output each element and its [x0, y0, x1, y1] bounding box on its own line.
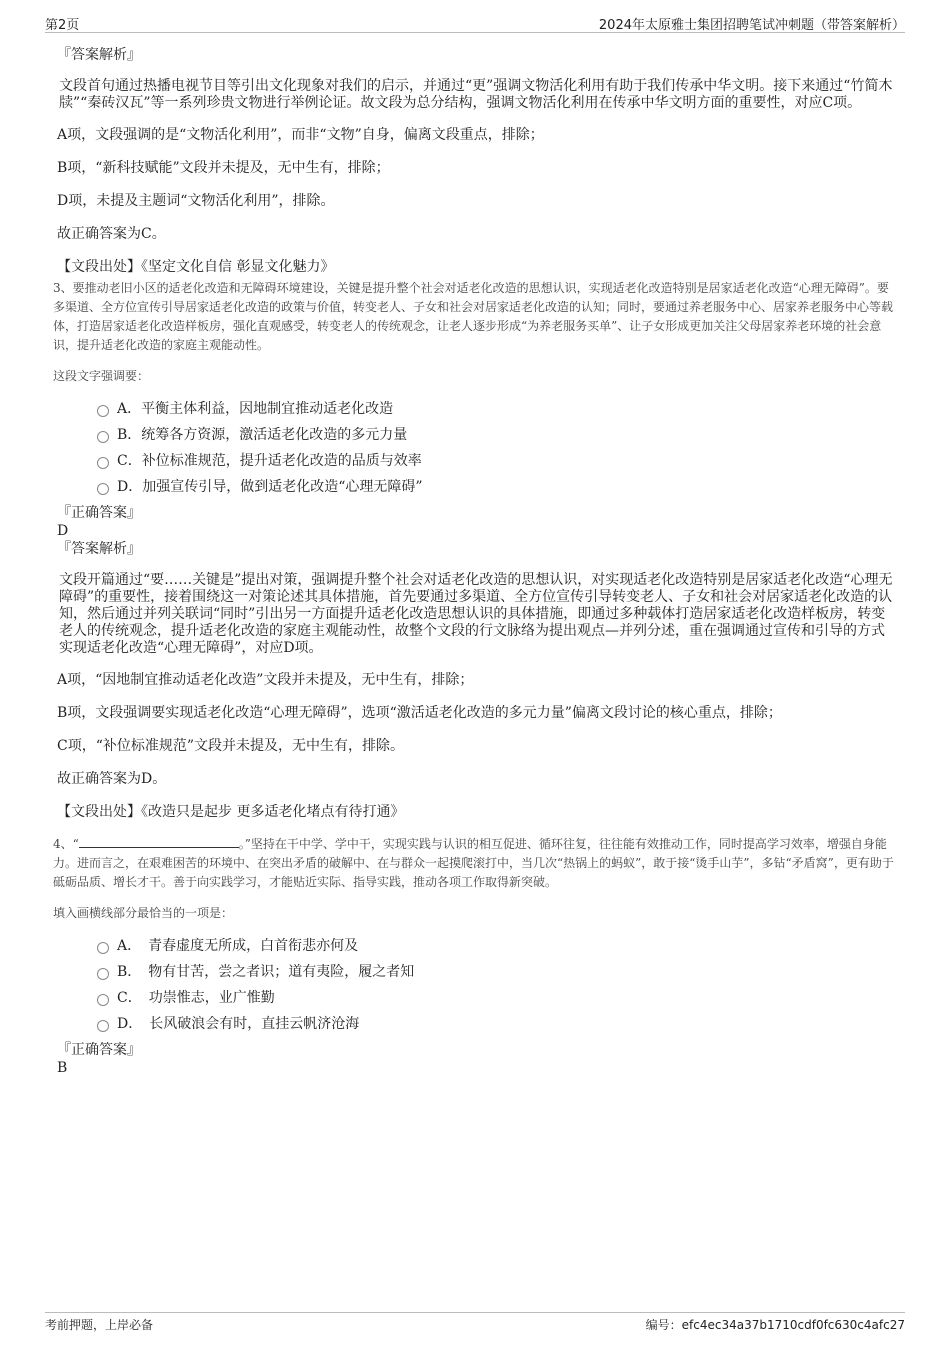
question-4-option-c[interactable]	[97, 985, 897, 1011]
radio-button[interactable]	[97, 968, 109, 980]
question-4-options	[97, 933, 897, 1037]
radio-button[interactable]	[97, 483, 109, 495]
correct-answer-label: 『正确答案』	[57, 505, 141, 521]
answer-conclusion: 故正确答案为D。	[57, 771, 167, 787]
question-4-option-a[interactable]	[97, 933, 897, 959]
option-label: C．补位标准规范，提升适老化改造的品质与效率	[117, 453, 422, 469]
question-4-option-d[interactable]	[97, 1011, 897, 1037]
option-label: D． 长风破浪会有时，直挂云帆济沧海	[117, 1016, 360, 1032]
option-label: C． 功崇惟志，业广惟勤	[117, 990, 275, 1006]
question-3-prompt: 这段文字强调要：	[53, 369, 150, 383]
document-id: 编号：efc4ec34a37b1710cdf0fc630c4afc27	[645, 1318, 905, 1332]
question-3-option-d[interactable]	[97, 474, 897, 500]
radio-button[interactable]	[97, 431, 109, 443]
radio-button[interactable]	[97, 1020, 109, 1032]
document-body	[53, 46, 897, 1077]
question-3-option-c[interactable]	[97, 448, 897, 474]
question-4-prompt: 填入画横线部分最恰当的一项是：	[53, 906, 234, 920]
page-footer	[45, 1312, 905, 1332]
analysis-option-c: C项，“补位标准规范”文段并未提及，无中生有，排除。	[57, 738, 405, 754]
option-label: A．平衡主体利益，因地制宜推动适老化改造	[117, 401, 394, 417]
option-label: A． 青春虚度无所成，白首衔悲亦何及	[117, 938, 359, 954]
analysis-text: 文段首句通过热播电视节目等引出文化现象对我们的启示，并通过“更”强调文物活化利用有助于我们传承中华文明。接下来通过“竹简木牍”“秦砖汉瓦”等一系列珍贵文物进行举例论证。故文段为总分结构，强调文物活化利用在传承中华文明方面的重要性，对应C项。	[59, 78, 893, 111]
stem-text: 。”坚持在干中学、学中干，实现实践与认识的相互促进、循环往复，往往能有效推动工作，同时提高学习效率，增强自身能力。进而言之，在艰难困苦的环境中、在突出矛盾的破解中、在与群众一起摸爬滚打中，当几次“热锅上的蚂蚁”，敢于接“烫手山芋”，多钻“矛盾窝”，更有助于砥砺品质、增长才干。善于向实践学习，才能贴近实际、指导实践，推动各项工作取得新突破。	[53, 837, 894, 889]
analysis-label: 『答案解析』	[57, 47, 141, 63]
analysis-option-a: A项，“因地制宜推动适老化改造”文段并未提及，无中生有，排除；	[57, 672, 474, 688]
analysis-label: 『答案解析』	[57, 541, 141, 557]
question-3-option-a[interactable]	[97, 396, 897, 422]
option-label: D．加强宣传引导，做到适老化改造“心理无障碍”	[117, 479, 423, 495]
option-label: B． 物有甘苦，尝之者识；道有夷险，履之者知	[117, 964, 415, 980]
question-3-stem: 3、要推动老旧小区的适老化改造和无障碍环境建设，关键是提升整个社会对适老化改造的思想认识，实现适老化改造特别是居家适老化改造“心理无障碍”。要多渠道、全方位宣传引导居家适老化改造的政策与价值，转变老人、子女和社会对居家适老化改造的认知；同时，要通过养老服务中心、居家养老服务中心等载体，打造居家适老化改造样板房，强化直观感受，转变老人的传统观念，让老人逐步形成“为养老服务买单”、让子女形成更加关注父母居家养老环境的社会意识，提升适老化改造的家庭主观能动性。	[53, 281, 894, 352]
analysis-option-d: D项，未提及主题词“文物活化利用”，排除。	[57, 193, 335, 209]
document-title: 2024年太原雅士集团招聘笔试冲刺题（带答案解析）	[598, 18, 905, 33]
correct-answer: B	[57, 1060, 68, 1076]
analysis-option-b: B项，“新科技赋能”文段并未提及，无中生有，排除；	[57, 160, 390, 176]
correct-answer: D	[57, 523, 69, 539]
radio-button[interactable]	[97, 994, 109, 1006]
fill-in-blank	[79, 835, 239, 848]
page-header	[45, 12, 905, 33]
source-citation: 【文段出处】《坚定文化自信 彰显文化魅力》	[57, 259, 335, 275]
question-4-option-b[interactable]	[97, 959, 897, 985]
radio-button[interactable]	[97, 942, 109, 954]
page-number: 第2页	[45, 18, 80, 33]
source-citation: 【文段出处】《改造只是起步 更多适老化堵点有待打通》	[57, 804, 405, 820]
answer-conclusion: 故正确答案为C。	[57, 226, 166, 242]
radio-button[interactable]	[97, 405, 109, 417]
analysis-option-b: B项，文段强调要实现适老化改造“心理无障碍”，选项“激活适老化改造的多元力量”偏离文段讨论的核心重点，排除；	[57, 705, 782, 721]
radio-button[interactable]	[97, 457, 109, 469]
analysis-option-a: A项，文段强调的是“文物活化利用”，而非“文物”自身，偏离文段重点，排除；	[57, 127, 544, 143]
question-4-stem	[53, 835, 897, 892]
analysis-text: 文段开篇通过“要……关键是”提出对策，强调提升整个社会对适老化改造的思想认识，对实现适老化改造特别是居家适老化改造“心理无障碍”的重要性，接着围绕这一对策论述其具体措施，首先要通过多渠道、全方位宣传引导转变老人、子女和社会对居家适老化改造的认知，然后通过并列关联词“同时”引出另一方面提升适老化改造思想认识的具体措施，即通过多种载体打造居家适老化改造样板房，转变老人的传统观念，提升适老化改造的家庭主观能动性，故整个文段的行文脉络为提出观点—并列分述，重在强调通过宣传和引导的方式实现适老化改造“心理无障碍”，对应D项。	[59, 572, 893, 656]
option-label: B．统筹各方资源，激活适老化改造的多元力量	[117, 427, 408, 443]
stem-prefix: 4、“	[53, 837, 79, 851]
question-3-options	[97, 396, 897, 500]
correct-answer-label: 『正确答案』	[57, 1042, 141, 1058]
footer-slogan: 考前押题，上岸必备	[45, 1318, 154, 1332]
question-3-option-b[interactable]	[97, 422, 897, 448]
